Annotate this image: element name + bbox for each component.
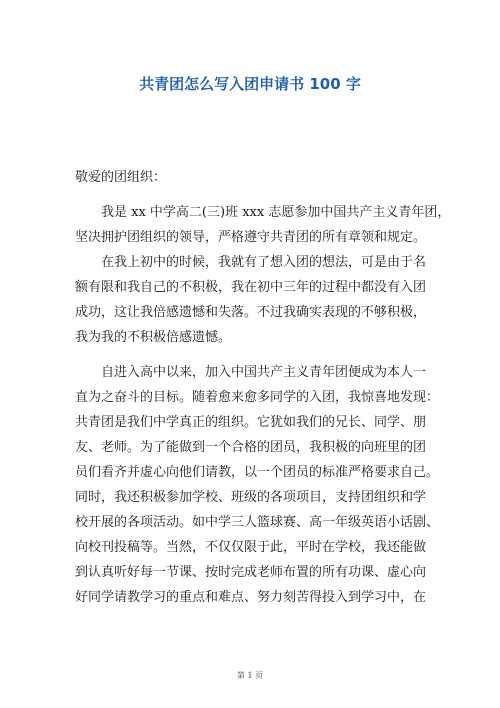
paragraph-line: 我是 xx 中学高二(三)班 xxx 志愿参加中国共产主义青年团，	[101, 205, 451, 220]
paragraph-line: 校开展的各项活动。如中学三人篮球赛、高一年级英语小话剧、	[75, 515, 440, 530]
paragraph-line: 友、老师。为了能做到一个合格的团员，我积极的向班里的团	[75, 440, 427, 455]
paragraph-line: 共青团是我们中学真正的组织。它犹如我们的兄长、同学、朋	[75, 415, 427, 430]
document-body	[75, 165, 451, 610]
paragraph-line: 同时，我还积极参加学校、班级的各项项目，支持团组织和学	[75, 490, 427, 505]
paragraph-line: 员们看齐并虚心向他们请教，以一个团员的标准严格要求自己。	[75, 465, 440, 480]
paragraph-line: 自进入高中以来，加入中国共产主义青年团便成为本人一	[101, 365, 427, 380]
page-number: 第 1 页	[236, 671, 264, 680]
paragraph-line: 好同学请教学习的重点和难点、努力刻苦得投入到学习中，在	[75, 590, 427, 605]
paragraph-line: 我为我的不积极倍感遗憾。	[75, 330, 232, 345]
salutation: 敬爱的团组织：	[75, 170, 167, 185]
paragraph-line: 直为之奋斗的目标。随着愈来愈多同学的入团，我惊喜地发现：	[75, 390, 440, 405]
paragraph-line: 坚决拥护团组织的领导，严格遵守共青团的所有章领和规定。	[75, 230, 427, 245]
paragraph-line: 成功，这让我倍感遗憾和失落。不过我确实表现的不够积极，	[75, 305, 427, 320]
paragraph-line: 在我上初中的时候，我就有了想入团的想法，可是由于名	[101, 255, 427, 270]
document-title: 共青团怎么写入团申请书 100 字	[139, 75, 361, 93]
paragraph-line: 额有限和我自己的不积极，我在初中三年的过程中都没有入团	[75, 280, 427, 295]
paragraph-line: 向校刊投稿等。当然，不仅仅限于此，平时在学校，我还能做	[75, 540, 427, 555]
paragraph-line: 到认真听好每一节课、按时完成老师布置的所有功课、虚心向	[75, 565, 427, 580]
